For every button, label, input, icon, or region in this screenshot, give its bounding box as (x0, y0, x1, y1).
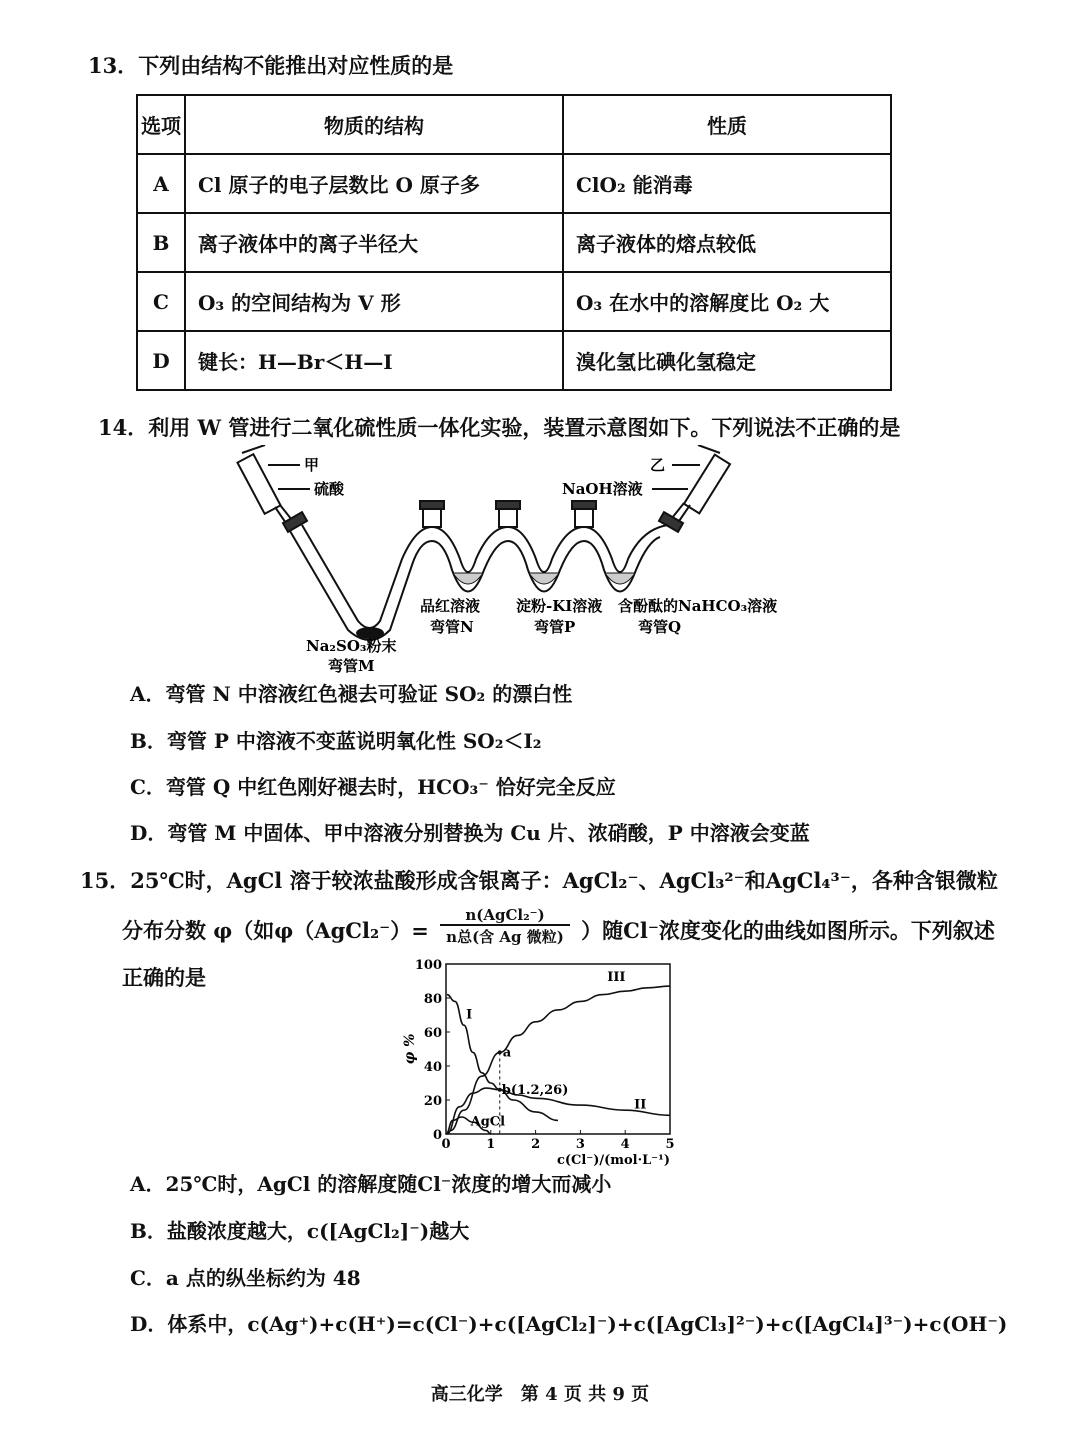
q15-line2 (122, 906, 995, 953)
point-b-label: b(1.2,26) (501, 1082, 569, 1098)
header-property: 性质 (563, 95, 891, 154)
q15-line3: 正确的是 (122, 965, 206, 990)
row-property: ClO₂ 能消毒 (563, 154, 891, 213)
neck-1 (420, 501, 444, 527)
neck-3 (572, 501, 596, 527)
row-property: 溴化氢比碘化氢稳定 (563, 331, 891, 390)
table-row (137, 154, 891, 213)
row-structure: 键长：H—Br＜H—I (185, 331, 563, 390)
point-a-label: a (502, 1045, 512, 1061)
w-tube-diagram (220, 445, 820, 680)
label-p-sol: 淀粉-KI溶液 (516, 597, 603, 615)
page-footer: 高三化学 第 4 页 共 9 页 (430, 1384, 650, 1405)
q15-option-d: D．体系中，c(Ag⁺)+c(H⁺)=c(Cl⁻)+c([AgCl₂]⁻)+c([AgCl₃]²⁻)+c([AgCl₄]³⁻)+c(OH⁻) (130, 1312, 1008, 1336)
point-a (498, 1050, 502, 1054)
fraction-numerator: n(AgCl₂⁻) (440, 906, 570, 926)
fraction-denominator: n总(含 Ag 微粒) (446, 928, 564, 946)
q15-option-b: B．盐酸浓度越大，c([AgCl₂]⁻)越大 (130, 1219, 470, 1243)
y-tick-label: 20 (423, 1094, 442, 1109)
label-n-sol: 品红溶液 (420, 597, 481, 615)
label-m-sol: Na₂SO₃粉末 (306, 637, 397, 655)
y-tick-label: 40 (423, 1060, 442, 1075)
row-option: B (137, 213, 185, 272)
x-axis-label: c(Cl⁻)/(mol·L⁻¹) (556, 1153, 670, 1168)
q15-option-c: C．a 点的纵坐标约为 48 (130, 1266, 361, 1290)
label-q-sol: 含酚酞的NaHCO₃溶液 (618, 597, 778, 615)
header-option: 选项 (137, 95, 185, 154)
q13-title: 13．下列由结构不能推出对应性质的是 (88, 53, 454, 78)
curve-label-ii: II (634, 1097, 647, 1113)
q15-option-a: A．25℃时，AgCl 的溶解度随Cl⁻浓度的增大而减小 (130, 1172, 612, 1196)
q14-option-b: B．弯管 P 中溶液不变蓝说明氧化性 SO₂＜I₂ (130, 729, 542, 753)
x-tick-label: 1 (486, 1137, 496, 1152)
label-yi: 乙 (650, 456, 666, 474)
distribution-chart (392, 952, 692, 1170)
y-tick-label: 100 (414, 958, 442, 973)
x-tick-label: 3 (575, 1137, 585, 1152)
row-option: A (137, 154, 185, 213)
row-structure: 离子液体中的离子半径大 (185, 213, 563, 272)
table-row (137, 213, 891, 272)
table-header-row (137, 95, 891, 154)
q15-line2-pre: 分布分数 φ（如φ（AgCl₂⁻）= (122, 918, 429, 943)
y-tick-label: 80 (423, 992, 442, 1007)
label-m-tube: 弯管M (328, 657, 375, 675)
y-axis-label: φ % (402, 1033, 418, 1065)
x-tick-label: 5 (665, 1137, 675, 1152)
label-acid: 硫酸 (314, 480, 345, 498)
row-option: C (137, 272, 185, 331)
label-p-tube: 弯管P (534, 618, 576, 636)
x-tick-label: 2 (531, 1137, 541, 1152)
curve-label-iii: III (607, 970, 626, 985)
row-property: O₃ 在水中的溶解度比 O₂ 大 (563, 272, 891, 331)
curve-label-i: I (466, 1007, 473, 1023)
row-structure: Cl 原子的电子层数比 O 原子多 (185, 154, 563, 213)
label-q-tube: 弯管Q (638, 618, 682, 636)
y-tick-label: 60 (423, 1026, 442, 1041)
curve-label-agcl: AgCl (470, 1114, 506, 1130)
table-row (137, 331, 891, 390)
x-tick-label: 4 (620, 1137, 630, 1152)
neck-2 (496, 501, 520, 527)
q15-line1: 15．25℃时，AgCl 溶于较浓盐酸形成含银离子：AgCl₂⁻、AgCl₃²⁻和AgCl₄³⁻，各种含银微粒 (80, 868, 998, 893)
label-jia: 甲 (304, 456, 320, 474)
q14-option-c: C．弯管 Q 中红色刚好褪去时，HCO₃⁻ 恰好完全反应 (130, 775, 616, 799)
x-tick-label: 0 (441, 1137, 451, 1152)
w-tube-outer (290, 531, 660, 640)
q13-table (136, 94, 892, 391)
q15-line2-post: ）随Cl⁻浓度变化的曲线如图所示。下列叙述 (581, 918, 995, 943)
label-n-tube: 弯管N (430, 618, 474, 636)
q15-fraction (440, 906, 570, 947)
row-property: 离子液体的熔点较低 (563, 213, 891, 272)
q14-title: 14．利用 W 管进行二氧化硫性质一体化实验，装置示意图如下。下列说法不正确的是 (98, 415, 901, 440)
table-row (137, 272, 891, 331)
y-tick-label: 0 (432, 1128, 442, 1143)
q14-option-d: D．弯管 M 中固体、甲中溶液分别替换为 Cu 片、浓硝酸，P 中溶液会变蓝 (130, 821, 810, 845)
label-naoh: NaOH溶液 (562, 480, 643, 498)
header-structure: 物质的结构 (185, 95, 563, 154)
q14-option-a: A．弯管 N 中溶液红色褪去可验证 SO₂ 的漂白性 (130, 682, 573, 706)
row-option: D (137, 331, 185, 390)
row-structure: O₃ 的空间结构为 V 形 (185, 272, 563, 331)
